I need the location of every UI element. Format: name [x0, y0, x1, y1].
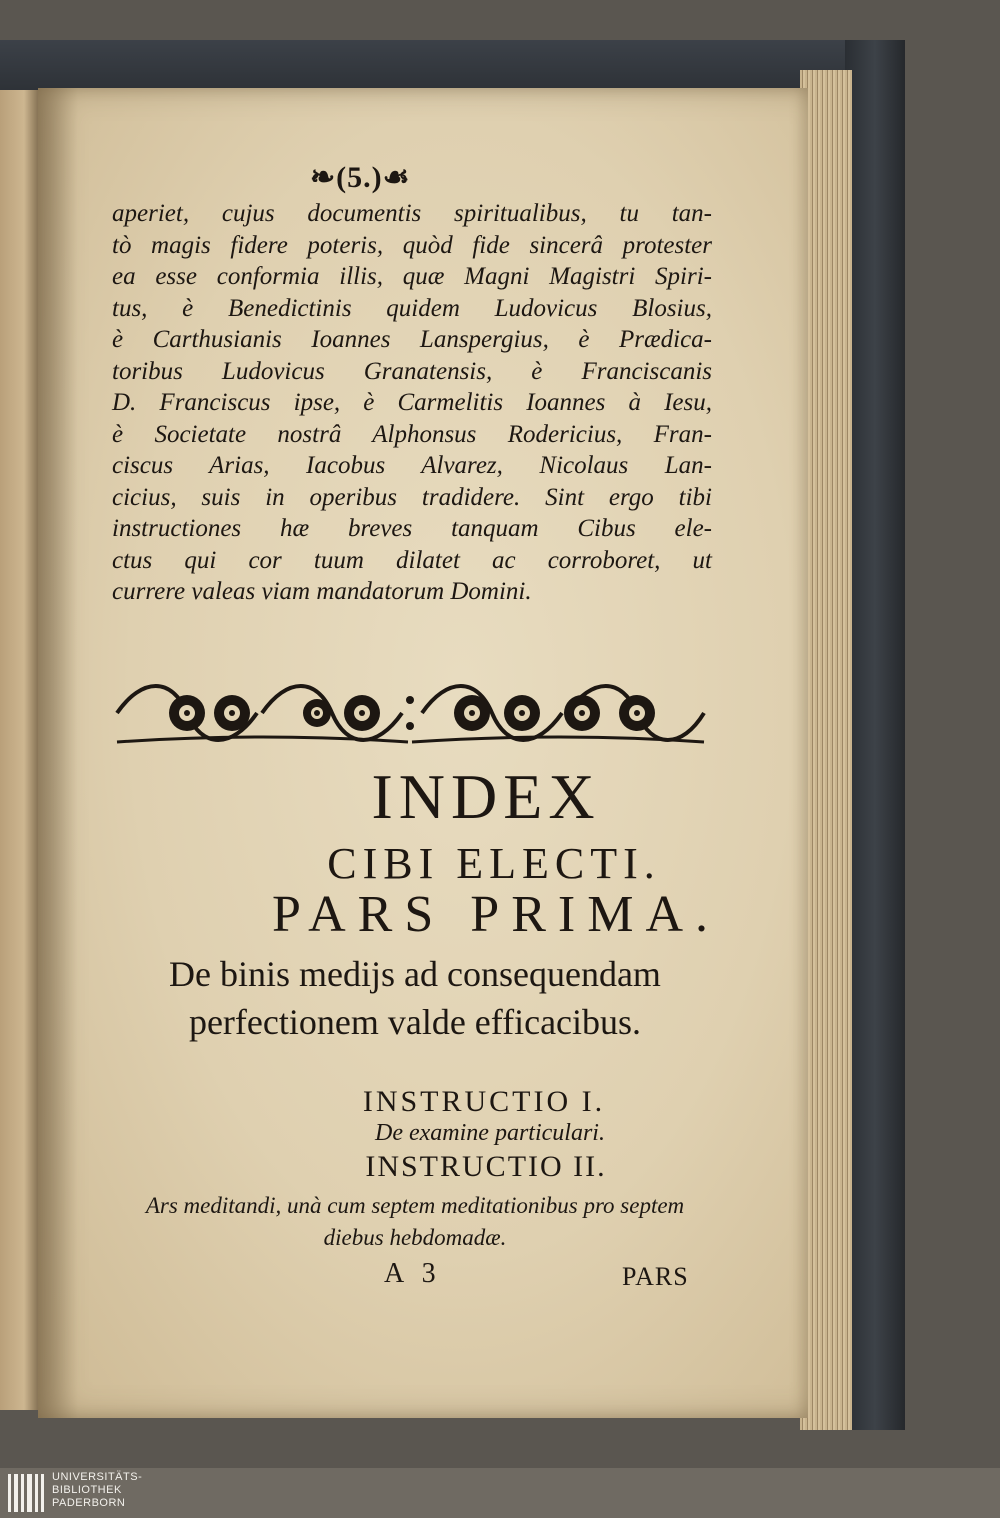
book-cover-edge	[845, 40, 905, 1430]
signature-mark: A 3	[384, 1258, 442, 1289]
facing-page-edge	[0, 90, 40, 1410]
logo-line: PADERBORN	[52, 1497, 126, 1509]
body-line: aperiet, cujus documentis spiritualibus, tu tan-	[112, 200, 712, 227]
body-line: currere valeas viam mandatorum Domini.	[112, 578, 532, 605]
body-line: ea esse conformia illis, quæ Magni Magistri Spiri-	[112, 263, 712, 290]
instructio-1-description: De examine particulari.	[375, 1120, 605, 1146]
body-line: instructiones hæ breves tanquam Cibus ele-	[112, 515, 712, 542]
part-title: PARS PRIMA.	[271, 886, 720, 943]
library-logo-text	[52, 1471, 142, 1510]
logo-line: UNIVERSITÄTS-	[52, 1471, 143, 1483]
header-flourish-right: ☙	[382, 161, 411, 194]
index-subtitle: CIBI ELECTI.	[327, 839, 661, 888]
body-line: toribus Ludovicus Granatensis, è Franciscanis	[112, 357, 712, 385]
body-line: D. Franciscus ipse, è Carmelitis Ioannes à Iesu,	[112, 389, 712, 416]
body-line: è Societate nostrâ Alphonsus Rodericius, Fran-	[112, 420, 712, 448]
part-description: De binis medijs ad consequendam perfectionem valde efficacibus.	[169, 954, 661, 1042]
body-line: è Carthusianis Ioannes Lanspergius, è Prædica-	[112, 326, 712, 353]
body-line: ciscus Arias, Iacobus Alvarez, Nicolaus Lan-	[112, 452, 712, 479]
instructio-2-heading: INSTRUCTIO II.	[365, 1150, 607, 1183]
body-paragraph	[112, 198, 712, 608]
index-title: INDEX	[371, 761, 601, 832]
gutter-shadow	[38, 88, 78, 1418]
library-logo-icon	[8, 1474, 44, 1512]
body-line: cicius, suis in operibus tradidere. Sint ergo tibi	[112, 483, 712, 511]
instructio-1-heading: INSTRUCTIO I.	[362, 1085, 606, 1118]
logo-line: BIBLIOTHEK	[52, 1484, 122, 1496]
body-line: tus, è Benedictinis quidem Ludovicus Blosius,	[112, 294, 712, 322]
floral-ornament-band	[112, 672, 708, 754]
body-line: tò magis fidere poteris, quòd fide sincerâ protester	[112, 231, 712, 259]
instructio-2-description: Ars meditandi, unà cum septem meditationibus pro septem diebus hebdomadæ.	[145, 1193, 685, 1250]
page-header	[310, 160, 411, 195]
library-footer	[0, 1468, 1000, 1518]
page-number: (5.)	[336, 161, 383, 194]
header-flourish-left: ❧	[310, 161, 337, 194]
body-line: ctus qui cor tuum dilatet ac corroboret, ut	[112, 546, 712, 574]
catchword: PARS	[622, 1262, 689, 1291]
